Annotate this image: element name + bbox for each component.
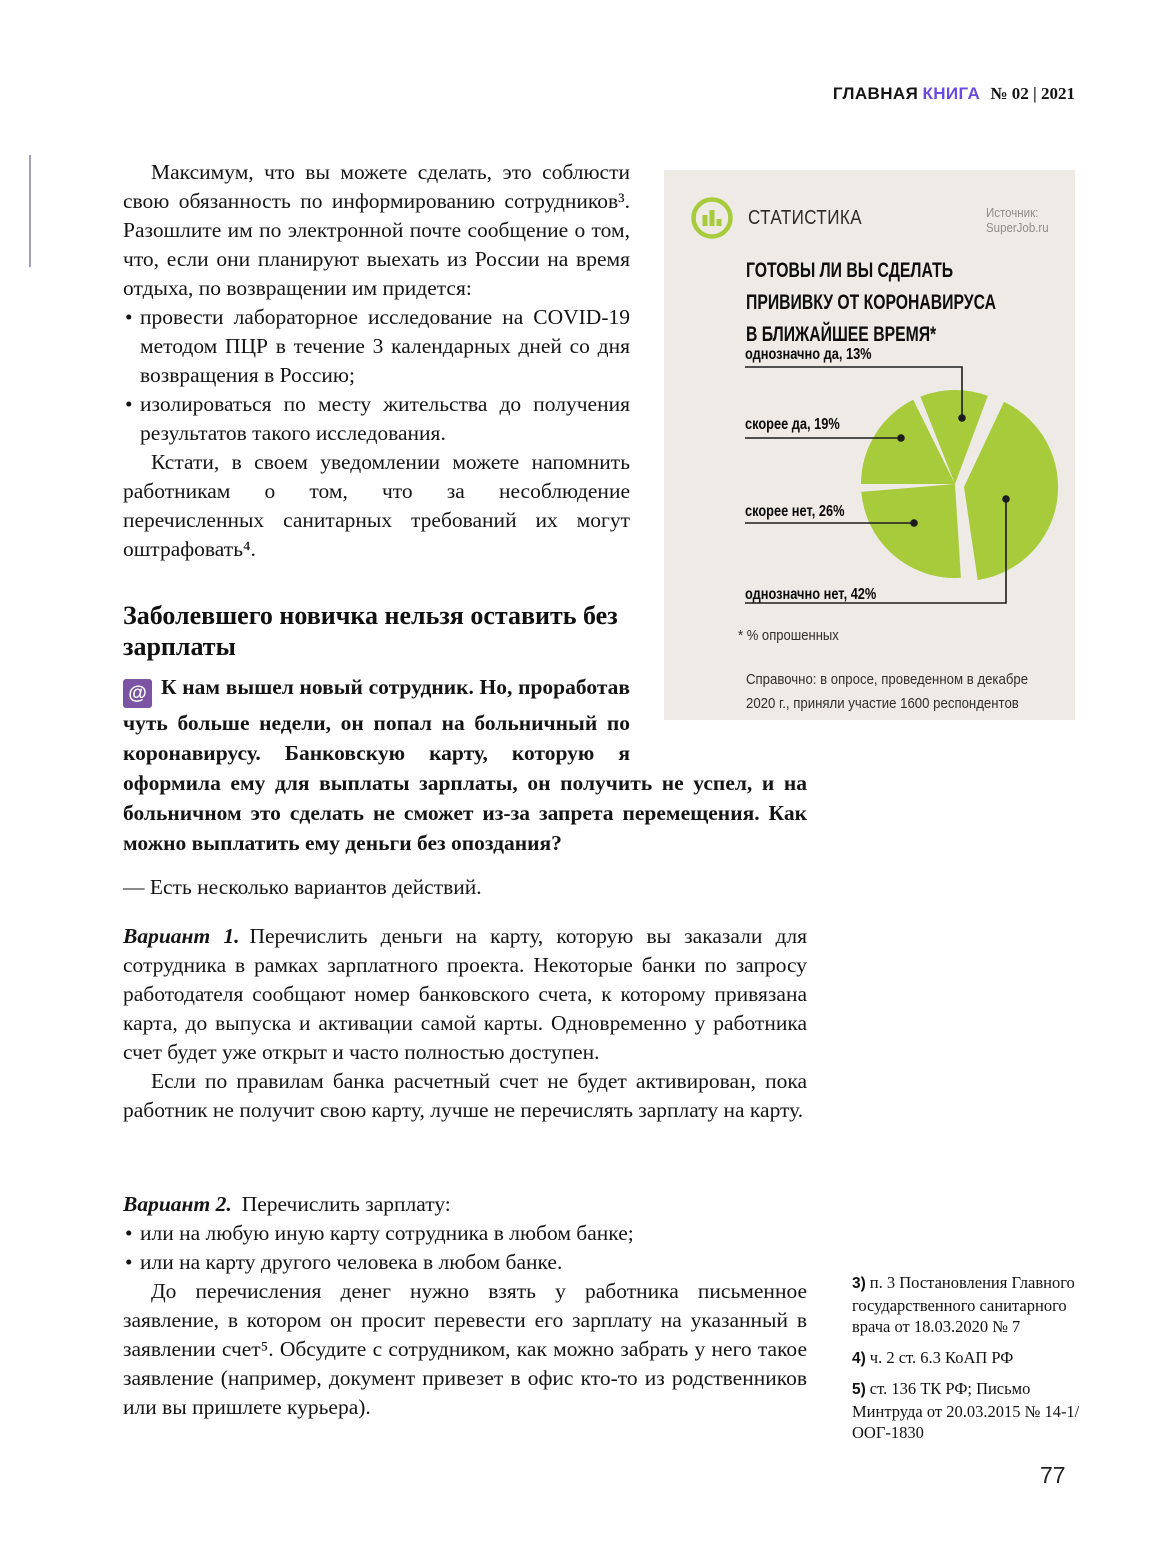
list-item [123,1248,807,1277]
leader-dot [910,519,918,527]
brand-kniga: КНИГА [922,84,981,103]
option-2-text: Перечислить зарплату: [241,1192,451,1216]
page-number: 77 [1040,1462,1066,1488]
reminder-paragraph: Кстати, в своем уведомлении можете напомнить работникам о том, что за несоблюдение перечисленных санитарных требований их могут оштрафовать⁴. [123,450,630,561]
stats-source-line2: SuperJob.ru [986,221,1049,235]
section-heading: Заболевшего новичка нельзя оставить без зарплаты [123,601,618,661]
question-text: К нам вышел новый сотрудник. Но, проработав чуть больше недели, он попал на больничный по коронавирусу. Банковскую карту, которую я оформила ему для выплаты зарплаты, он получить не успел, и на больничном это сделать не сможет из-за запрета перемещения. Как можно выплатить ему деньги без опоздания? [123,675,807,855]
article-intro-column [123,158,630,564]
brand-glavnaya: ГЛАВНАЯ [832,84,919,103]
issue-number: № 02 | 2021 [990,84,1075,103]
list-item-text: или на карту другого человека в любом банке. [140,1250,563,1274]
option-1-lead: Вариант 1. [123,924,240,948]
at-icon: @ [123,679,152,708]
pie-slice-4 [964,402,1058,580]
stats-title-line: ГОТОВЫ ЛИ ВЫ СДЕЛАТЬ [746,259,954,282]
intro-paragraph: Максимум, что вы можете сделать, это соблюсти свою обязанность по информированию сотрудников³. Разошлите им по электронной почте сообщение о том, что, если они планируют выехать из России на время отдыха, по возвращении им придется: [123,160,630,300]
list-item-text: или на любую иную карту сотрудника в любом банке; [140,1221,634,1245]
footnote-text: ст. 136 ТК РФ; Письмо Минтруда от 20.03.2015 № 14-1/ООГ-1830 [852,1379,1080,1442]
stats-label: СТАТИСТИКА [748,207,862,229]
option-1-paragraph [123,922,807,1067]
footnote-number: 5) [852,1381,866,1398]
bullet-icon: • [125,1221,133,1245]
footnote-3 [852,1272,1088,1338]
leader-dot [958,414,966,422]
footnote-number: 4) [852,1349,866,1367]
page-header [833,84,1075,104]
left-margin-rule [29,155,31,267]
option-2-paragraph-2: До перечисления денег нужно взять у работника письменное заявление, в котором он просит перевести его зарплату на указанный в заявлении счет⁵. Обсудите с сотрудником, как можно забрать у него такое заявление (например, документ привезет в офис кто-то из родственников или вы пришлете курьера). [123,1279,807,1419]
footnote-5 [852,1378,1088,1444]
bullet-icon: • [125,1250,133,1274]
stats-footnote-star: * % опрошенных [738,628,839,644]
pie-label-definitely-no: однозначно нет, 42% [745,586,877,603]
list-item-text: изолироваться по месту жительства до получения результатов такого исследования. [140,392,630,445]
list-item [123,390,630,448]
option-2-lead: Вариант 2. [123,1192,232,1216]
answer-intro: — Есть несколько вариантов действий. [123,875,482,899]
pie-chart [664,170,1075,720]
stats-title-line: В БЛИЖАЙШЕЕ ВРЕМЯ* [746,323,937,346]
footnote-4 [852,1347,1088,1370]
pie-label-definitely-yes: однозначно да, 13% [745,346,872,363]
footnotes-column [852,1272,1088,1453]
list-item-text: провести лабораторное исследование на COVID-19 методом ПЦР в течение 3 календарных дней со дня возвращения в Россию; [140,305,630,387]
leader-dot [1002,495,1010,503]
leader-dot [897,434,905,442]
list-item [123,1219,807,1248]
option-1-paragraph-2: Если по правилам банка расчетный счет не будет активирован, пока работник не получит свою карту, лучше не перечислять зарплату на карту. [123,1069,807,1122]
option-2-block [123,1190,807,1422]
footnote-text: п. 3 Постановления Главного государственного санитарного врача от 18.03.2020 № 7 [852,1273,1075,1336]
footnote-number: 3) [852,1275,866,1292]
option-2-paragraph [123,1190,807,1219]
pie-slice-3 [861,484,961,578]
option-1-block [123,922,807,1125]
pie-label-rather-no: скорее нет, 26% [745,503,845,520]
option-1-text: Перечислить деньги на карту, которую вы заказали для сотрудника в рамках зарплатного проекта. Некоторые банки по запросу работодателя сообщают номер банковского счета, к которому привязана карта, до выпуска и активации самой карты. Одновременно у работника счет будет уже открыт и часто полностью доступен. [123,924,807,1064]
list-item [123,303,630,390]
stats-title-line: ПРИВИВКУ ОТ КОРОНАВИРУСА [746,291,996,314]
statistics-box [664,170,1075,720]
bullet-icon: • [125,392,133,416]
pie-label-rather-yes: скорее да, 19% [745,416,840,433]
stats-footnote-info: Справочно: в опросе, проведенном в декабре 2020 г., приняли участие 1600 респондентов [746,671,1029,712]
bullet-icon: • [125,305,133,329]
stats-source-line1: Источник: [986,206,1039,220]
footnote-text: ч. 2 ст. 6.3 КоАП РФ [869,1347,1014,1367]
